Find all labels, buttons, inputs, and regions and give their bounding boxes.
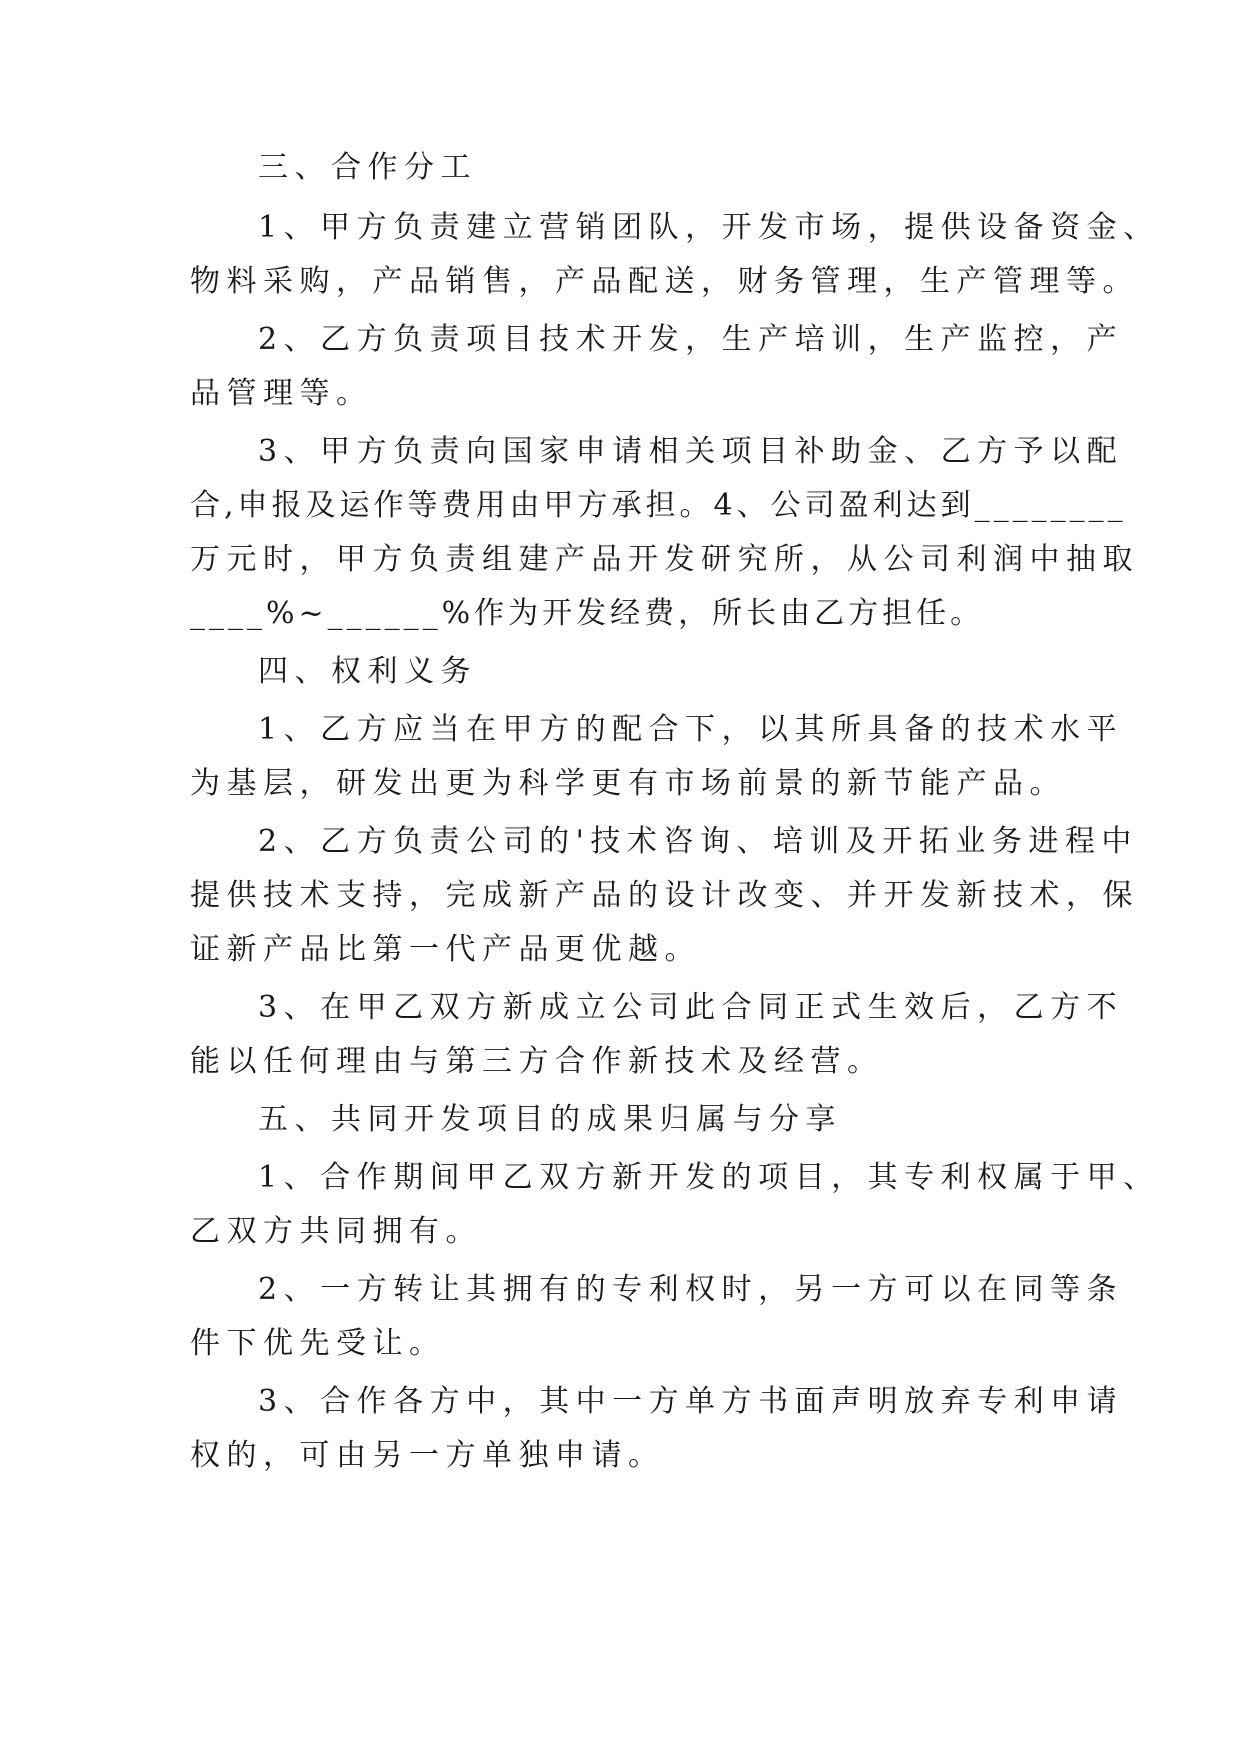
paragraph-line: 1、乙方应当在甲方的配合下，以其所具备的技术水平 [258, 712, 1124, 747]
paragraph-line: 物料采购，产品销售，产品配送，财务管理，生产管理等。 [190, 264, 1139, 299]
paragraph-line: 3、在甲乙双方新成立公司此合同正式生效后，乙方不 [258, 990, 1124, 1025]
paragraph-line: 件下优先受让。 [190, 1326, 446, 1361]
paragraph-line: 1、甲方负责建立营销团队，开发市场，提供设备资金、 [258, 210, 1160, 245]
paragraph-line: 2、乙方负责项目技术开发，生产培训，生产监控，产 [258, 322, 1124, 357]
paragraph-line: 2、乙方负责公司的'技术咨询、培训及开拓业务进程中 [258, 824, 1138, 859]
paragraph-line: ____%~______%作为开发经费，所长由乙方担任。 [190, 596, 985, 631]
paragraph-line: 3、合作各方中，其中一方单方书面声明放弃专利申请 [258, 1384, 1124, 1419]
paragraph-line: 合,申报及运作等费用由甲方承担。4、公司盈利达到________ [190, 488, 1127, 523]
paragraph-line: 提供技术支持，完成新产品的设计改变、并开发新技术，保 [190, 878, 1139, 913]
paragraph-line: 万元时，甲方负责组建产品开发研究所，从公司利润中抽取 [190, 542, 1139, 577]
section-heading-4: 四、权利义务 [258, 654, 477, 689]
paragraph-line: 1、合作期间甲乙双方新开发的项目，其专利权属于甲、 [258, 1160, 1160, 1195]
paragraph-line: 乙双方共同拥有。 [190, 1214, 482, 1249]
paragraph-line: 品管理等。 [190, 376, 373, 411]
paragraph-line: 证新产品比第一代产品更优越。 [190, 932, 701, 967]
paragraph-line: 3、甲方负责向国家申请相关项目补助金、乙方予以配 [258, 434, 1124, 469]
section-heading-3: 三、合作分工 [258, 150, 477, 185]
paragraph-line: 能以任何理由与第三方合作新技术及经营。 [190, 1044, 884, 1079]
paragraph-line: 权的，可由另一方单独申请。 [190, 1438, 665, 1473]
paragraph-line: 为基层，研发出更为科学更有市场前景的新节能产品。 [190, 766, 1066, 801]
section-heading-5: 五、共同开发项目的成果归属与分享 [258, 1102, 842, 1137]
paragraph-line: 2、一方转让其拥有的专利权时，另一方可以在同等条 [258, 1272, 1124, 1307]
